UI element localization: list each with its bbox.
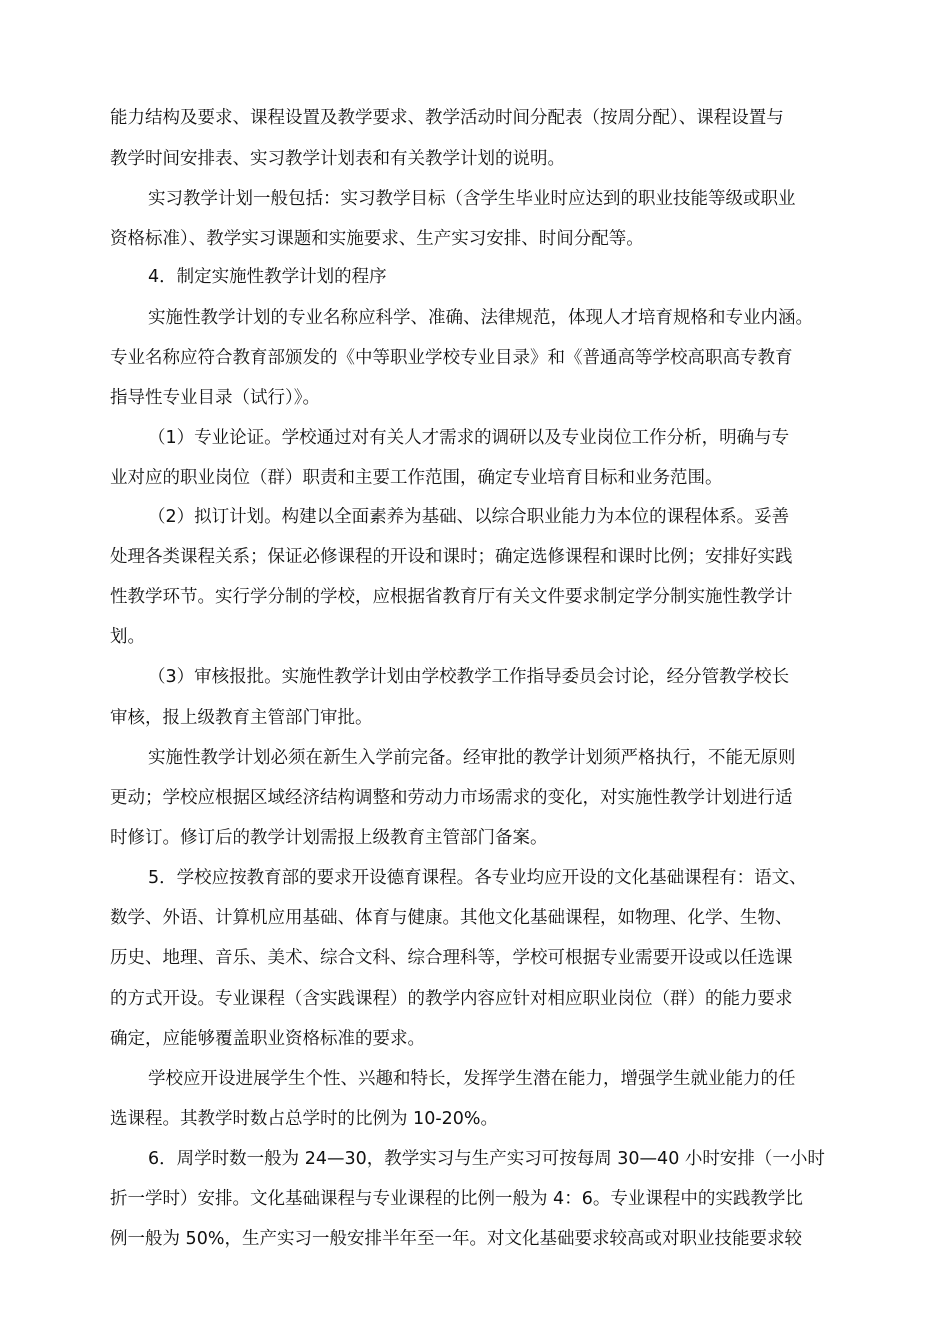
text-line: 时修订。修订后的教学计划需报上级教育主管部门备案。 xyxy=(110,828,548,848)
text-line: 资格标准）、教学实习课题和实施要求、生产实习安排、时间分配等。 xyxy=(110,229,644,249)
text-line: （1）专业论证。学校通过对有关人才需求的调研以及专业岗位工作分析，明确与专 xyxy=(148,428,790,448)
text-line: 历史、地理、音乐、美术、综合文科、综合理科等，学校可根据专业需要开设或以任选课 xyxy=(110,948,793,968)
text-line: 能力结构及要求、课程设置及教学要求、教学活动时间分配表（按周分配）、课程设置与 xyxy=(110,108,784,128)
text-line: 更动；学校应根据区域经济结构调整和劳动力市场需求的变化，对实施性教学计划进行适 xyxy=(110,788,793,808)
text-line: 性教学环节。实行学分制的学校，应根据省教育厅有关文件要求制定学分制实施性教学计 xyxy=(110,587,793,607)
text-line: 的方式开设。专业课程（含实践课程）的教学内容应针对相应职业岗位（群）的能力要求 xyxy=(110,989,793,1009)
text-line: 教学时间安排表、实习教学计划表和有关教学计划的说明。 xyxy=(110,149,565,169)
section-heading: 4．制定实施性教学计划的程序 xyxy=(148,267,387,287)
text-line: 指导性专业目录（试行）》。 xyxy=(110,388,320,408)
text-line: 5．学校应按教育部的要求开设德育课程。各专业均应开设的文化基础课程有：语文、 xyxy=(148,868,807,888)
text-line: 审核，报上级教育主管部门审批。 xyxy=(110,708,373,728)
text-line: 专业名称应符合教育部颁发的《中等职业学校专业目录》和《普通高等学校高职高专教育 xyxy=(110,348,793,368)
text-line: 例一般为 50%，生产实习一般安排半年至一年。对文化基础要求较高或对职业技能要求较 xyxy=(110,1229,802,1249)
text-line: （3）审核报批。实施性教学计划由学校教学工作指导委员会讨论，经分管教学校长 xyxy=(148,667,790,687)
text-line: 实习教学计划一般包括：实习教学目标（含学生毕业时应达到的职业技能等级或职业 xyxy=(148,189,796,209)
text-line: 处理各类课程关系；保证必修课程的开设和课时；确定选修课程和课时比例；安排好实践 xyxy=(110,547,793,567)
text-line: 划。 xyxy=(110,627,145,647)
text-line: 折一学时）安排。文化基础课程与专业课程的比例一般为 4：6。专业课程中的实践教学比 xyxy=(110,1189,803,1209)
text-line: 实施性教学计划必须在新生入学前完备。经审批的教学计划须严格执行，不能无原则 xyxy=(148,748,796,768)
text-line: 数学、外语、计算机应用基础、体育与健康。其他文化基础课程，如物理、化学、生物、 xyxy=(110,908,793,928)
text-line: 选课程。其教学时数占总学时的比例为 10-20%。 xyxy=(110,1109,499,1129)
text-line: 实施性教学计划的专业名称应科学、准确、法律规范，体现人才培育规格和专业内涵。 xyxy=(148,308,813,328)
text-line: 6．周学时数一般为 24—30，教学实习与生产实习可按每周 30—40 小时安排（一小时 xyxy=(148,1149,825,1169)
text-line: 确定，应能够覆盖职业资格标准的要求。 xyxy=(110,1029,425,1049)
text-line: 学校应开设进展学生个性、兴趣和特长，发挥学生潜在能力，增强学生就业能力的任 xyxy=(148,1069,796,1089)
text-line: 业对应的职业岗位（群）职责和主要工作范围，确定专业培育目标和业务范围。 xyxy=(110,468,723,488)
text-line: （2）拟订计划。构建以全面素养为基础、以综合职业能力为本位的课程体系。妥善 xyxy=(148,507,790,527)
